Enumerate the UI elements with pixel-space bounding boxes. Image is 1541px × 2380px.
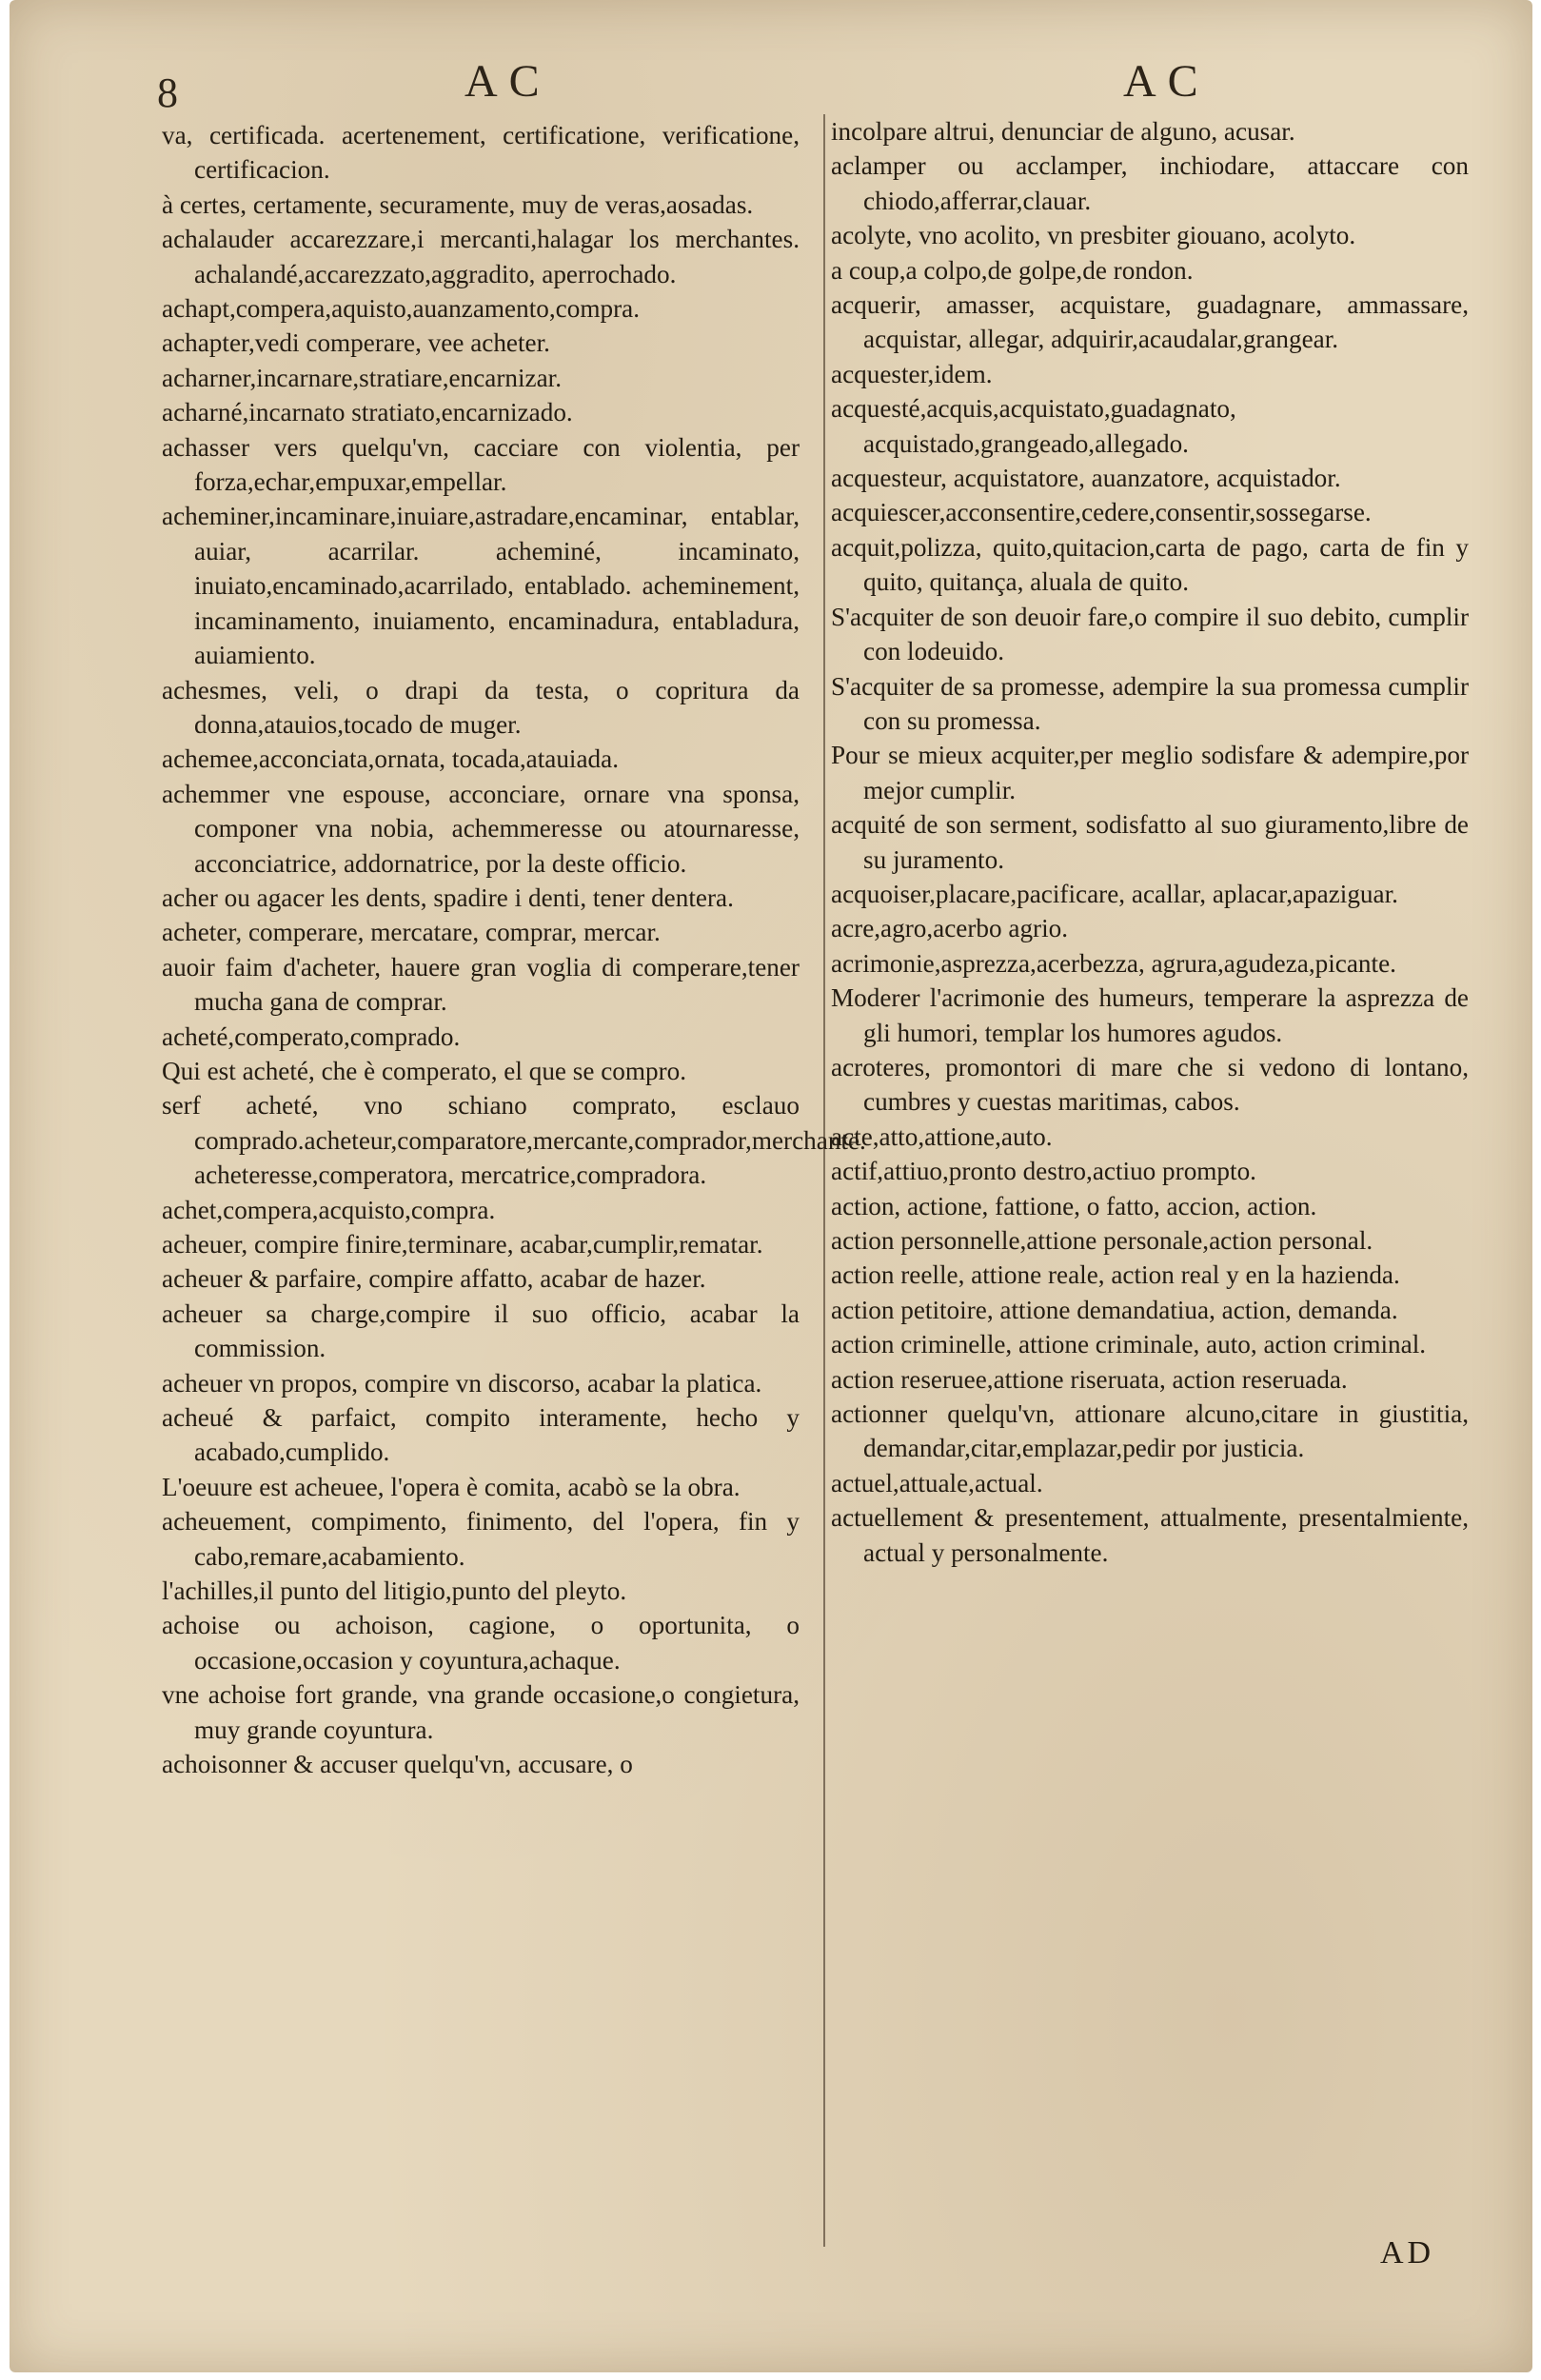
dictionary-entry: serf acheté, vno schiano comprato, esclauo comprado.acheteur,comparatore,mercante,comprador,merchante. acheteresse,comperatora, mercatrice,compradora. — [162, 1091, 866, 1190]
dictionary-entry: action, actione, fattione, o fatto, accion, action. — [831, 1191, 1317, 1220]
dictionary-entry: acolyte, vno acolito, vn presbiter giouano, acolyto. — [831, 221, 1356, 250]
dictionary-entry: action petitoire, attione demandatiua, action, demanda. — [831, 1295, 1398, 1324]
dictionary-entry: achoisonner & accuser quelqu'vn, accusare, o — [162, 1750, 633, 1779]
dictionary-entry: acquester,idem. — [831, 359, 993, 388]
dictionary-entry: acheuer, compire finire,terminare, acabar,cumplir,rematar. — [162, 1230, 763, 1259]
dictionary-entry: acheuement, compimento, finimento, del l'opera, fin y cabo,remare,acabamiento. — [162, 1507, 800, 1571]
dictionary-entry: achapt,compera,aquisto,auanzamento,compra. — [162, 294, 640, 324]
dictionary-entry: acharné,incarnato stratiato,encarnizado. — [162, 398, 573, 427]
dictionary-entry: achemmer vne espouse, acconciare, ornare vna sponsa, componer vna nobia, achemmeresse ou atournaresse, acconciatrice, addornatrice, por la deste officio. — [162, 779, 800, 878]
dictionary-entry: acheuer & parfaire, compire affatto, acabar de hazer. — [162, 1264, 706, 1294]
dictionary-entry: achesmes, veli, o drapi da testa, o copritura da donna,atauios,tocado de muger. — [162, 675, 800, 739]
running-head-left: AC — [464, 56, 551, 107]
book-page — [10, 0, 1532, 2372]
left-column — [162, 118, 866, 1782]
dictionary-entry: aclamper ou acclamper, inchiodare, attaccare con chiodo,afferrar,clauar. — [831, 151, 1469, 215]
right-column — [823, 114, 1469, 2247]
dictionary-entry: S'acquiter de sa promesse, adempire la sua promessa cumplir con su promessa. — [831, 671, 1469, 735]
dictionary-entry: action personnelle,attione personale,action personal. — [831, 1226, 1373, 1255]
dictionary-entry: acharner,incarnare,stratiare,encarnizar. — [162, 363, 563, 392]
dictionary-entry: acrimonie,asprezza,acerbezza, agrura,agudeza,picante. — [831, 948, 1396, 978]
dictionary-entry: acroteres, promontori di mare che si vedono di lontano, cumbres y cuestas maritimas, cabos. — [831, 1052, 1469, 1117]
dictionary-entry: incolpare altrui, denunciar de alguno, acusar. — [831, 117, 1295, 146]
dictionary-entry: à certes, certamente, securamente, muy de veras,aosadas. — [162, 189, 754, 219]
dictionary-entry: vne achoise fort grande, vna grande occasione,o congietura, muy grande coyuntura. — [162, 1680, 800, 1744]
dictionary-entry: acre,agro,acerbo agrio. — [831, 914, 1069, 943]
dictionary-entry: action reseruee,attione riseruata, action reseruada. — [831, 1364, 1348, 1394]
dictionary-entry: acquit,polizza, quito,quitacion,carta de pago, carta de fin y quito, quitança, aluala de quito. — [831, 532, 1469, 597]
dictionary-entry: auoir faim d'acheter, hauere gran voglia di comperare,tener mucha gana de comprar. — [162, 952, 800, 1017]
page-number: 8 — [157, 69, 178, 116]
dictionary-entry: acquesté,acquis,acquistato,guadagnato, acquistado,grangeado,allegado. — [831, 394, 1236, 458]
dictionary-entry: action reelle, attione reale, action real y en la hazienda. — [831, 1260, 1400, 1290]
dictionary-entry: achet,compera,acquisto,compra. — [162, 1195, 496, 1224]
dictionary-entry: l'achilles,il punto del litigio,punto del pleyto. — [162, 1577, 627, 1606]
dictionary-entry: Pour se mieux acquiter,per meglio sodisfare & adempire,por mejor cumplir. — [831, 741, 1469, 804]
dictionary-entry: actionner quelqu'vn, attionare alcuno,citare in giustitia, demandar,citar,emplazar,pedir por justicia. — [831, 1399, 1469, 1463]
dictionary-entry: S'acquiter de son deuoir fare,o compire il suo debito, cumplir con lodeuido. — [831, 602, 1469, 666]
dictionary-entry: a coup,a colpo,de golpe,de rondon. — [831, 255, 1194, 285]
dictionary-entry: acquité de son serment, sodisfatto al suo giuramento,libre de su juramento. — [831, 810, 1469, 874]
dictionary-entry: va, certificada. acertenement, certificatione, verificatione, certificacion. — [162, 121, 800, 185]
dictionary-entry: achapter,vedi comperare, vee acheter. — [162, 328, 550, 358]
dictionary-entry: acquesteur, acquistatore, auanzatore, acquistador. — [831, 464, 1341, 493]
dictionary-entry: acquiescer,acconsentire,cedere,consentir,sossegarse. — [831, 498, 1372, 527]
catchword: AD — [1380, 2235, 1435, 2271]
dictionary-entry: acheuer vn propos, compire vn discorso, acabar la platica. — [162, 1368, 762, 1398]
dictionary-entry: acheué & parfaict, compito interamente, hecho y acabado,cumplido. — [162, 1403, 800, 1467]
dictionary-entry: Moderer l'acrimonie des humeurs, temperare la asprezza de gli humori, templar los humores agudos. — [831, 983, 1469, 1047]
dictionary-entry: acquoiser,placare,pacificare, acallar, aplacar,apaziguar. — [831, 879, 1398, 908]
dictionary-entry: L'oeuure est acheuee, l'opera è comita, acabò se la obra. — [162, 1472, 741, 1501]
dictionary-entry: acheminer,incaminare,inuiare,astradare,encaminar, entablar, auiar, acarrilar. acheminé, incaminato, inuiato,encaminado,acarrilado, entablado. acheminement, incaminamento, inuiamento, encaminadura, entabladura, auiamiento. — [162, 502, 800, 670]
dictionary-entry: achemee,acconciata,ornata, tocada,atauiada. — [162, 744, 619, 774]
dictionary-entry: Qui est acheté, che è comperato, el que se compro. — [162, 1056, 687, 1085]
dictionary-entry: acte,atto,attione,auto. — [831, 1121, 1053, 1151]
dictionary-entry: actif,attiuo,pronto destro,actiuo prompto. — [831, 1157, 1256, 1186]
running-head-right: AC — [1123, 56, 1210, 107]
dictionary-entry: achalauder accarezzare,i mercanti,halagar los merchantes. achalandé,accarezzato,aggradito, aperrochado. — [162, 225, 800, 288]
dictionary-entry: actuel,attuale,actual. — [831, 1468, 1043, 1497]
dictionary-entry: acher ou agacer les dents, spadire i denti, tener dentera. — [162, 883, 734, 912]
dictionary-entry: actuellement & presentement, attualmente, presentalmiente, actual y personalmente. — [831, 1503, 1469, 1567]
dictionary-entry: acheuer sa charge,compire il suo officio, acabar la commission. — [162, 1299, 800, 1363]
dictionary-entry: acheter, comperare, mercatare, comprar, mercar. — [162, 918, 661, 947]
dictionary-entry: acheté,comperato,comprado. — [162, 1021, 461, 1051]
dictionary-entry: acquerir, amasser, acquistare, guadagnare, ammassare, acquistar, allegar, adquirir,acaudalar,grangear. — [831, 290, 1469, 354]
dictionary-entry: action criminelle, attione criminale, auto, action criminal. — [831, 1330, 1427, 1359]
dictionary-entry: achasser vers quelqu'vn, cacciare con violentia, per forza,echar,empuxar,empellar. — [162, 432, 800, 497]
dictionary-entry: achoise ou achoison, cagione, o oportunita, o occasione,occasion y coyuntura,achaque. — [162, 1611, 800, 1675]
